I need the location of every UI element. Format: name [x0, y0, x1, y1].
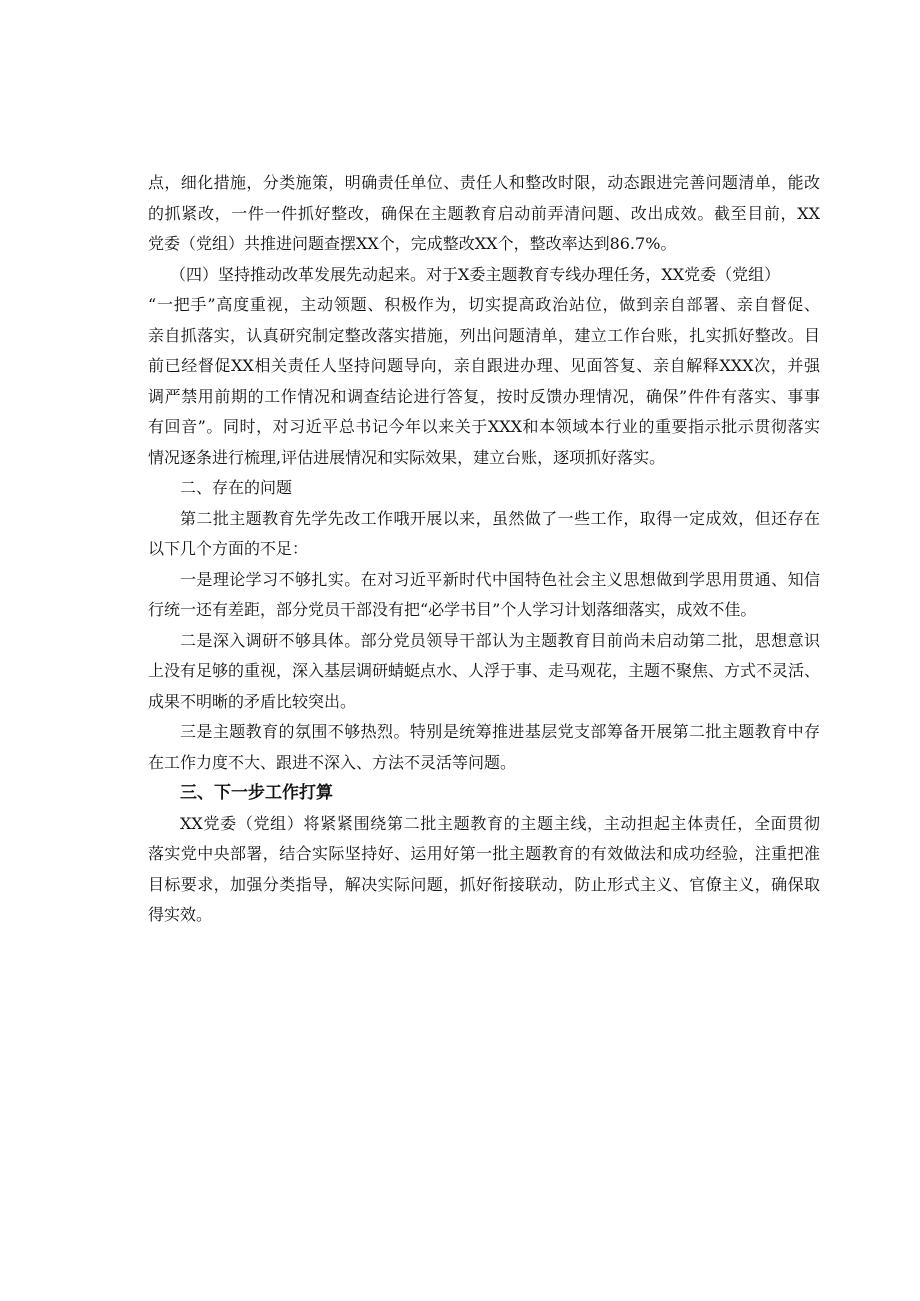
text-line: 前已经督促XX相关责任人坚持问题导向，亲自跟进办理、见面答复、亲自解释XXX次，并强 — [148, 356, 820, 375]
text-line: 有回音”。同时，对习近平总书记今年以来关于XXX和本领域本行业的重要指示批示贯彻落实 — [148, 417, 820, 436]
text-line: （四）坚持推动改革发展先动起来。对于X委主题教育专线办理任务，XX党委（党组） — [170, 264, 781, 284]
text-line: XX党委（党组）将紧紧围绕第二批主题教育的主题主线，主动担起主体责任，全面贯彻 — [180, 813, 820, 833]
paragraph-intro-problems — [148, 504, 820, 565]
section-heading: 三、下一步工作打算 — [180, 783, 333, 803]
text-line: 落实党中央部署，结合实际坚持好、运用好第一批主题教育的有效做法和成功经验，注重把准 — [148, 844, 820, 863]
section-heading-next-steps — [148, 778, 820, 809]
paragraph-section-four — [148, 260, 820, 474]
document-body — [148, 168, 820, 931]
text-line: 党委（党组）共推进问题查摆XX个，完成整改XX个，整改率达到86.7%。 — [148, 234, 677, 253]
text-line: “一把手”高度重视，主动领题、积极作为，切实提高政治站位，做到亲自部署、亲自督促、 — [148, 295, 820, 314]
text-line: 亲自抓落实，认真研究制定整改落实措施，列出问题清单，建立工作台账，扎实抓好整改。目 — [148, 325, 820, 345]
text-line: 得实效。 — [148, 905, 213, 924]
section-heading: 二、存在的问题 — [180, 478, 293, 497]
text-line: 点，细化措施，分类施策，明确责任单位、责任人和整改时限，动态跟进完善问题清单，能改 — [148, 173, 820, 192]
paragraph-next-steps — [148, 809, 820, 931]
paragraph-problem-three — [148, 717, 820, 778]
section-heading-problems — [148, 473, 820, 504]
text-line: 目标要求，加强分类指导，解决实际问题，抓好衔接联动，防止形式主义、官僚主义，确保取 — [148, 874, 820, 894]
text-line: 一是理论学习不够扎实。在对习近平新时代中国特色社会主义思想做到学思用贯通、知信 — [180, 569, 820, 589]
paragraph-continuation — [148, 168, 820, 260]
text-line: 情况逐条进行梳理,评估进展情况和实际效果，建立台账，逐项抓好落实。 — [148, 447, 666, 467]
text-line: 的抓紧改，一件一件抓好整改，确保在主题教育启动前弄清问题、改出成效。截至目前，XX — [148, 203, 820, 223]
text-line: 行统一还有差距，部分党员干部没有把“必学书目”个人学习计划落细落实，成效不佳。 — [148, 600, 757, 619]
paragraph-problem-two — [148, 626, 820, 718]
text-line: 成果不明晰的矛盾比较突出。 — [148, 691, 357, 711]
text-line: 在工作力度不大、跟进不深入、方法不灵活等问题。 — [148, 752, 517, 772]
paragraph-problem-one — [148, 565, 820, 626]
text-line: 二是深入调研不够具体。部分党员领导干部认为主题教育目前尚未启动第二批，思想意识 — [180, 630, 820, 650]
text-line: 第二批主题教育先学先改工作哦开展以来，虽然做了一些工作，取得一定成效，但还存在 — [180, 508, 820, 528]
text-line: 三是主题教育的氛围不够热烈。特别是统筹推进基层党支部筹备开展第二批主题教育中存 — [180, 722, 820, 741]
text-line: 以下几个方面的不足： — [148, 539, 309, 558]
text-line: 上没有足够的重视，深入基层调研蜻蜓点水、人浮于事、走马观花，主题不聚焦、方式不灵活、 — [148, 661, 821, 680]
text-line: 调严禁用前期的工作情况和调查结论进行答复，按时反馈办理情况，确保”件件有落实、事事 — [148, 386, 820, 406]
